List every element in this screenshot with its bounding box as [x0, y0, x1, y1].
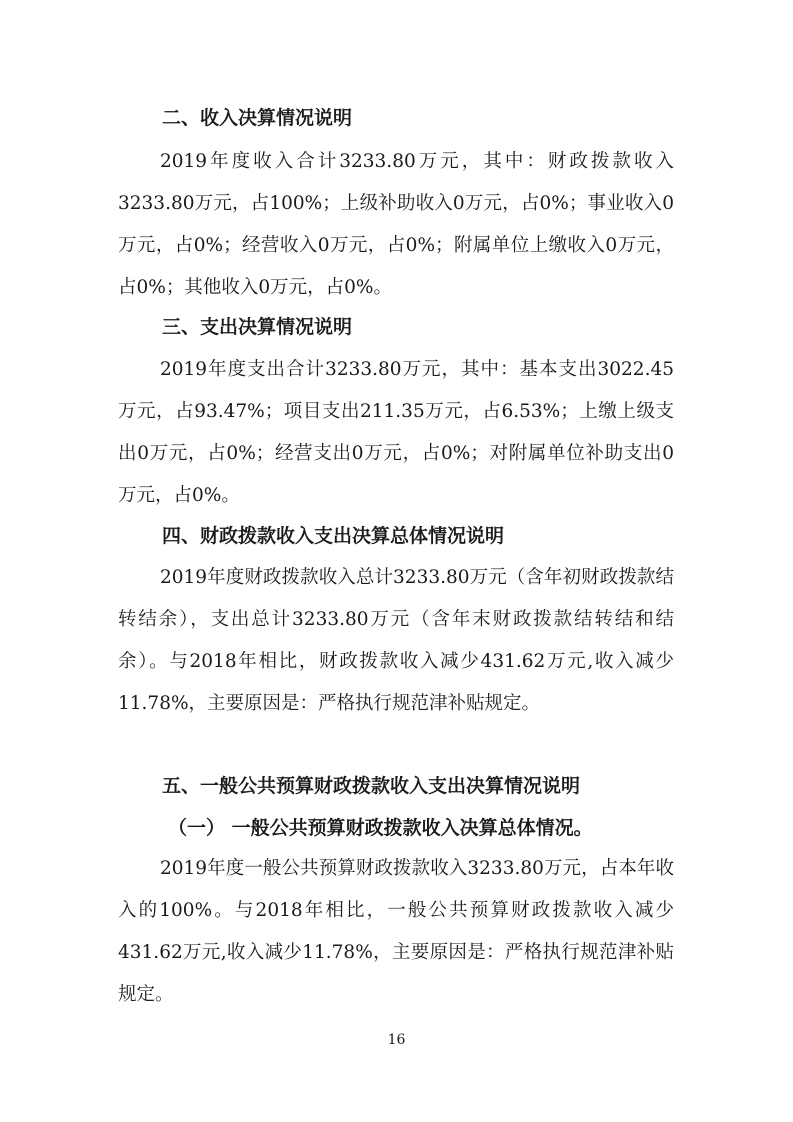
section-body-fiscal-overview: 2019年度财政拨款收入总计3233.80万元（含年初财政拨款结转结余），支出总计3233.80万元（含年末财政拨款结转结和结余）。与2018年相比，财政拨款收入减少431.62万元,收入减少11.78%，主要原因是：严格执行规范津补贴规定。	[118, 567, 674, 714]
section-body-expenditure: 2019年度支出合计3233.80万元，其中：基本支出3022.45万元，占93.47%；项目支出211.35万元，占6.53%；上缴上级支出0万元，占0%；经营支出0万元，占0%；对附属单位补助支出0万元，占0%。	[118, 359, 674, 506]
page-number: 16	[387, 1032, 406, 1048]
section-heading-expenditure: 三、支出决算情况说明	[162, 316, 353, 338]
section-body-general-budget: 2019年度一般公共预算财政拨款收入3233.80万元，占本年收入的100%。与2018年相比，一般公共预算财政拨款收入减少431.62万元,收入减少11.78%，主要原因是：严格执行规范津补贴规定。	[118, 858, 674, 1005]
section-heading-general-budget: 五、一般公共预算财政拨款收入支出决算情况说明	[162, 775, 581, 797]
section-body-income: 2019年度收入合计3233.80万元，其中：财政拨款收入3233.80万元，占100%；上级补助收入0万元，占0%；事业收入0万元，占0%；经营收入0万元，占0%；附属单位上缴收入0万元，占0%；其他收入0万元，占0%。	[118, 151, 674, 298]
subsection-heading-general-budget-income: （一） 一般公共预算财政拨款收入决算总体情况。	[168, 817, 593, 839]
section-heading-income: 二、收入决算情况说明	[162, 107, 353, 129]
section-heading-fiscal-overview: 四、财政拨款收入支出决算总体情况说明	[162, 525, 505, 547]
